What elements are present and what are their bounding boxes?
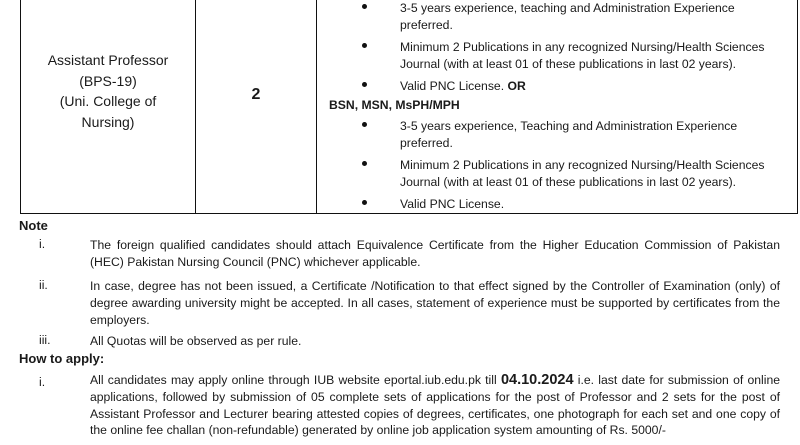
requirement-item xyxy=(400,39,800,72)
bullet-icon xyxy=(361,157,369,165)
post-scale: (BPS-19) xyxy=(79,72,137,89)
note-heading: Note xyxy=(19,218,48,233)
qualification-heading: BSN, MSN, MsPH/MPH xyxy=(329,98,460,112)
apply-text-post: i.e. last date for submission of online applications, followed by submission of 05 complete sets of applications for the post of Professor and 2 sets for the post of Assistant Professor and Lecturer bearing attested copies of degrees, certificates, one photograph for each set and one copy of the online fee challan (non-refundable) generated by online job application system amounting of Rs. 5000/- xyxy=(90,373,781,438)
requirement-line: Valid PNC License. xyxy=(400,197,505,211)
note-number: iii. xyxy=(39,333,51,347)
requirement-line: Journal (with at least 01 of these publications in last 02 years). xyxy=(400,56,737,71)
requirement-item xyxy=(400,118,800,151)
bullet-icon xyxy=(361,196,369,204)
note-number: ii. xyxy=(39,278,48,292)
bullet-icon xyxy=(361,78,369,86)
post-college-line2: Nursing) xyxy=(81,113,135,130)
bullet-icon xyxy=(361,0,369,8)
requirement-item xyxy=(400,157,800,190)
requirement-item xyxy=(400,0,800,33)
requirements-cell xyxy=(317,0,797,213)
requirement-line: Minimum 2 Publications in any recognized Nursing/Health Sciences xyxy=(400,158,765,172)
requirement-line: Minimum 2 Publications in any recognized Nursing/Health Sciences xyxy=(400,40,765,54)
note-text: In case, degree has not been issued, a Certificate /Notification to that effect signed by the Controller of Examination (only) of degree awarding university might be accepted. In all cases, statement of experience must be supported by certificates from the employers. xyxy=(90,279,780,327)
note-text: All Quotas will be observed as per rule. xyxy=(90,334,302,348)
apply-text xyxy=(90,372,780,439)
post-title-block xyxy=(21,50,195,132)
requirement-line: Journal (with at least 01 of these publications in last 02 years). xyxy=(400,174,737,189)
how-to-apply-heading: How to apply: xyxy=(19,351,105,366)
requirement-line: 3-5 years experience, teaching and Administration Experience xyxy=(400,1,735,15)
apply-number: i. xyxy=(39,375,46,389)
or-label: OR xyxy=(507,79,526,93)
job-table xyxy=(20,0,798,214)
bullet-icon xyxy=(361,39,369,47)
post-college-line1: (Uni. College of xyxy=(59,93,157,109)
requirement-line: preferred. xyxy=(400,135,453,150)
requirement-line: Valid PNC License. xyxy=(400,79,505,93)
last-date: 04.10.2024 xyxy=(500,372,574,388)
post-count: 2 xyxy=(251,86,261,103)
post-cell xyxy=(21,0,196,213)
note-text: The foreign qualified candidates should attach Equivalence Certificate from the Higher Education Commission of Pakistan (HEC) Pakistan Nursing Council (PNC) whichever applicable. xyxy=(90,238,780,269)
bullet-icon xyxy=(361,118,369,126)
requirement-item xyxy=(400,78,800,95)
requirement-line: 3-5 years experience, Teaching and Administration Experience xyxy=(400,119,738,133)
requirement-line: preferred. xyxy=(400,17,453,32)
requirement-item xyxy=(400,196,800,213)
note-number: i. xyxy=(39,237,46,251)
count-cell xyxy=(196,0,317,213)
apply-text-pre: All candidates may apply online through IUB website eportal.iub.edu.pk till xyxy=(90,373,497,387)
post-title: Assistant Professor xyxy=(47,52,169,68)
